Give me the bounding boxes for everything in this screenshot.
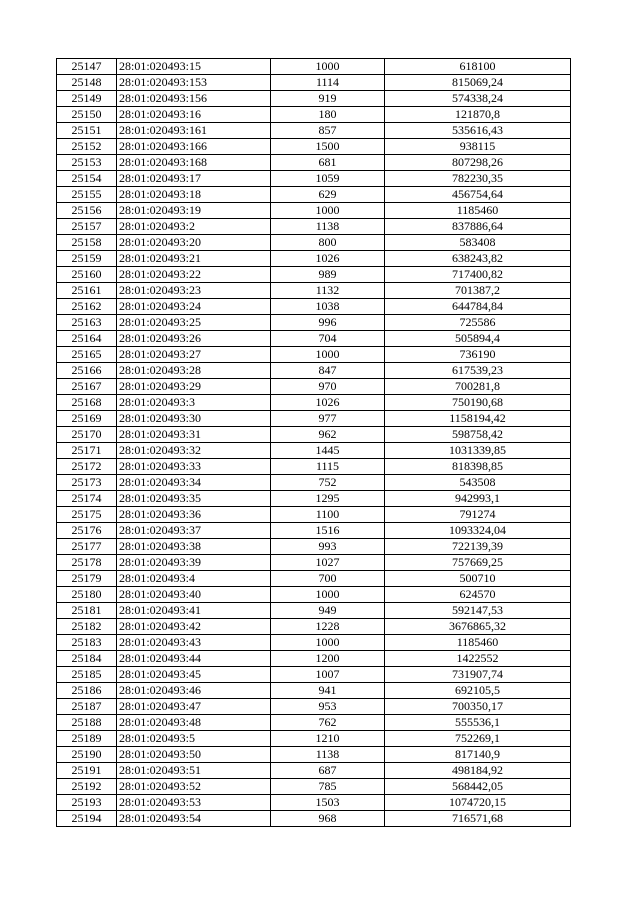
area-cell: 1000	[271, 347, 385, 363]
cadastral-number-cell: 28:01:020493:26	[117, 331, 271, 347]
cadastral-number-cell: 28:01:020493:21	[117, 251, 271, 267]
area-cell: 989	[271, 267, 385, 283]
row-number-cell: 25167	[57, 379, 117, 395]
table-row	[57, 507, 571, 523]
value-cell: 617539,23	[385, 363, 571, 379]
table-row	[57, 619, 571, 635]
row-number-cell: 25182	[57, 619, 117, 635]
value-cell: 701387,2	[385, 283, 571, 299]
cadastral-number-cell: 28:01:020493:18	[117, 187, 271, 203]
row-number-cell: 25163	[57, 315, 117, 331]
cadastral-number-cell: 28:01:020493:24	[117, 299, 271, 315]
row-number-cell: 25171	[57, 443, 117, 459]
row-number-cell: 25178	[57, 555, 117, 571]
area-cell: 1516	[271, 523, 385, 539]
row-number-cell: 25172	[57, 459, 117, 475]
table-row	[57, 299, 571, 315]
cadastral-table	[56, 58, 571, 827]
area-cell: 1000	[271, 587, 385, 603]
value-cell: 731907,74	[385, 667, 571, 683]
cadastral-number-cell: 28:01:020493:156	[117, 91, 271, 107]
cadastral-number-cell: 28:01:020493:41	[117, 603, 271, 619]
row-number-cell: 25148	[57, 75, 117, 91]
area-cell: 752	[271, 475, 385, 491]
row-number-cell: 25180	[57, 587, 117, 603]
row-number-cell: 25169	[57, 411, 117, 427]
area-cell: 962	[271, 427, 385, 443]
table-row	[57, 683, 571, 699]
row-number-cell: 25150	[57, 107, 117, 123]
table-row	[57, 443, 571, 459]
area-cell: 762	[271, 715, 385, 731]
value-cell: 807298,26	[385, 155, 571, 171]
cadastral-number-cell: 28:01:020493:45	[117, 667, 271, 683]
row-number-cell: 25166	[57, 363, 117, 379]
area-cell: 704	[271, 331, 385, 347]
cadastral-number-cell: 28:01:020493:23	[117, 283, 271, 299]
value-cell: 1031339,85	[385, 443, 571, 459]
row-number-cell: 25160	[57, 267, 117, 283]
value-cell: 583408	[385, 235, 571, 251]
row-number-cell: 25153	[57, 155, 117, 171]
table-row	[57, 603, 571, 619]
cadastral-number-cell: 28:01:020493:47	[117, 699, 271, 715]
table-row	[57, 267, 571, 283]
area-cell: 953	[271, 699, 385, 715]
value-cell: 121870,8	[385, 107, 571, 123]
area-cell: 1138	[271, 747, 385, 763]
cadastral-number-cell: 28:01:020493:5	[117, 731, 271, 747]
cadastral-number-cell: 28:01:020493:46	[117, 683, 271, 699]
area-cell: 1500	[271, 139, 385, 155]
row-number-cell: 25174	[57, 491, 117, 507]
table-row	[57, 315, 571, 331]
area-cell: 785	[271, 779, 385, 795]
cadastral-number-cell: 28:01:020493:38	[117, 539, 271, 555]
table-row	[57, 155, 571, 171]
row-number-cell: 25194	[57, 811, 117, 827]
value-cell: 700281,8	[385, 379, 571, 395]
row-number-cell: 25191	[57, 763, 117, 779]
cadastral-number-cell: 28:01:020493:31	[117, 427, 271, 443]
area-cell: 1000	[271, 203, 385, 219]
row-number-cell: 25159	[57, 251, 117, 267]
area-cell: 1059	[271, 171, 385, 187]
table-row	[57, 667, 571, 683]
cadastral-number-cell: 28:01:020493:42	[117, 619, 271, 635]
area-cell: 1132	[271, 283, 385, 299]
cadastral-number-cell: 28:01:020493:3	[117, 395, 271, 411]
table-row	[57, 747, 571, 763]
table-row	[57, 651, 571, 667]
row-number-cell: 25156	[57, 203, 117, 219]
cadastral-number-cell: 28:01:020493:153	[117, 75, 271, 91]
cadastral-number-cell: 28:01:020493:37	[117, 523, 271, 539]
cadastral-number-cell: 28:01:020493:51	[117, 763, 271, 779]
table-row	[57, 427, 571, 443]
value-cell: 815069,24	[385, 75, 571, 91]
value-cell: 555536,1	[385, 715, 571, 731]
value-cell: 598758,42	[385, 427, 571, 443]
value-cell: 1074720,15	[385, 795, 571, 811]
area-cell: 1228	[271, 619, 385, 635]
table-row	[57, 523, 571, 539]
value-cell: 638243,82	[385, 251, 571, 267]
row-number-cell: 25161	[57, 283, 117, 299]
value-cell: 757669,25	[385, 555, 571, 571]
row-number-cell: 25155	[57, 187, 117, 203]
cadastral-number-cell: 28:01:020493:43	[117, 635, 271, 651]
value-cell: 716571,68	[385, 811, 571, 827]
row-number-cell: 25181	[57, 603, 117, 619]
area-cell: 1026	[271, 395, 385, 411]
table-row	[57, 699, 571, 715]
row-number-cell: 25147	[57, 59, 117, 75]
row-number-cell: 25176	[57, 523, 117, 539]
cadastral-number-cell: 28:01:020493:40	[117, 587, 271, 603]
cadastral-number-cell: 28:01:020493:53	[117, 795, 271, 811]
value-cell: 644784,84	[385, 299, 571, 315]
area-cell: 1027	[271, 555, 385, 571]
row-number-cell: 25192	[57, 779, 117, 795]
area-cell: 968	[271, 811, 385, 827]
document-page	[56, 58, 570, 827]
area-cell: 1115	[271, 459, 385, 475]
table-row	[57, 779, 571, 795]
value-cell: 498184,92	[385, 763, 571, 779]
value-cell: 456754,64	[385, 187, 571, 203]
area-cell: 629	[271, 187, 385, 203]
table-row	[57, 203, 571, 219]
area-cell: 1200	[271, 651, 385, 667]
cadastral-number-cell: 28:01:020493:168	[117, 155, 271, 171]
table-row	[57, 475, 571, 491]
table-row	[57, 411, 571, 427]
table-row	[57, 283, 571, 299]
value-cell: 505894,4	[385, 331, 571, 347]
cadastral-number-cell: 28:01:020493:39	[117, 555, 271, 571]
area-cell: 970	[271, 379, 385, 395]
area-cell: 1210	[271, 731, 385, 747]
area-cell: 847	[271, 363, 385, 379]
cadastral-number-cell: 28:01:020493:25	[117, 315, 271, 331]
cadastral-number-cell: 28:01:020493:15	[117, 59, 271, 75]
row-number-cell: 25183	[57, 635, 117, 651]
cadastral-number-cell: 28:01:020493:34	[117, 475, 271, 491]
value-cell: 618100	[385, 59, 571, 75]
value-cell: 750190,68	[385, 395, 571, 411]
row-number-cell: 25184	[57, 651, 117, 667]
value-cell: 574338,24	[385, 91, 571, 107]
value-cell: 942993,1	[385, 491, 571, 507]
area-cell: 1026	[271, 251, 385, 267]
area-cell: 996	[271, 315, 385, 331]
area-cell: 1445	[271, 443, 385, 459]
row-number-cell: 25175	[57, 507, 117, 523]
row-number-cell: 25151	[57, 123, 117, 139]
row-number-cell: 25165	[57, 347, 117, 363]
value-cell: 592147,53	[385, 603, 571, 619]
value-cell: 818398,85	[385, 459, 571, 475]
area-cell: 919	[271, 91, 385, 107]
table-row	[57, 379, 571, 395]
value-cell: 752269,1	[385, 731, 571, 747]
cadastral-number-cell: 28:01:020493:33	[117, 459, 271, 475]
table-row	[57, 395, 571, 411]
table-row	[57, 363, 571, 379]
value-cell: 782230,35	[385, 171, 571, 187]
area-cell: 1000	[271, 59, 385, 75]
value-cell: 624570	[385, 587, 571, 603]
row-number-cell: 25189	[57, 731, 117, 747]
table-row	[57, 571, 571, 587]
table-row	[57, 251, 571, 267]
table-row	[57, 235, 571, 251]
table-row	[57, 715, 571, 731]
cadastral-number-cell: 28:01:020493:54	[117, 811, 271, 827]
area-cell: 681	[271, 155, 385, 171]
table-row	[57, 59, 571, 75]
cadastral-number-cell: 28:01:020493:36	[117, 507, 271, 523]
value-cell: 938115	[385, 139, 571, 155]
value-cell: 837886,64	[385, 219, 571, 235]
row-number-cell: 25152	[57, 139, 117, 155]
value-cell: 717400,82	[385, 267, 571, 283]
row-number-cell: 25177	[57, 539, 117, 555]
area-cell: 1503	[271, 795, 385, 811]
row-number-cell: 25158	[57, 235, 117, 251]
row-number-cell: 25157	[57, 219, 117, 235]
row-number-cell: 25162	[57, 299, 117, 315]
table-row	[57, 187, 571, 203]
value-cell: 535616,43	[385, 123, 571, 139]
value-cell: 1093324,04	[385, 523, 571, 539]
cadastral-number-cell: 28:01:020493:30	[117, 411, 271, 427]
row-number-cell: 25187	[57, 699, 117, 715]
table-row	[57, 331, 571, 347]
table-row	[57, 347, 571, 363]
table-row	[57, 123, 571, 139]
area-cell: 993	[271, 539, 385, 555]
area-cell: 977	[271, 411, 385, 427]
row-number-cell: 25164	[57, 331, 117, 347]
table-row	[57, 75, 571, 91]
table-row	[57, 171, 571, 187]
area-cell: 1000	[271, 635, 385, 651]
cadastral-number-cell: 28:01:020493:52	[117, 779, 271, 795]
value-cell: 692105,5	[385, 683, 571, 699]
table-row	[57, 763, 571, 779]
area-cell: 687	[271, 763, 385, 779]
cadastral-number-cell: 28:01:020493:16	[117, 107, 271, 123]
table-row	[57, 587, 571, 603]
table-row	[57, 635, 571, 651]
area-cell: 1295	[271, 491, 385, 507]
row-number-cell: 25154	[57, 171, 117, 187]
table-row	[57, 139, 571, 155]
area-cell: 700	[271, 571, 385, 587]
table-row	[57, 107, 571, 123]
row-number-cell: 25168	[57, 395, 117, 411]
cadastral-number-cell: 28:01:020493:17	[117, 171, 271, 187]
row-number-cell: 25173	[57, 475, 117, 491]
row-number-cell: 25193	[57, 795, 117, 811]
cadastral-number-cell: 28:01:020493:44	[117, 651, 271, 667]
cadastral-number-cell: 28:01:020493:35	[117, 491, 271, 507]
table-row	[57, 91, 571, 107]
table-row	[57, 219, 571, 235]
value-cell: 500710	[385, 571, 571, 587]
value-cell: 736190	[385, 347, 571, 363]
area-cell: 949	[271, 603, 385, 619]
table-row	[57, 731, 571, 747]
row-number-cell: 25185	[57, 667, 117, 683]
row-number-cell: 25179	[57, 571, 117, 587]
cadastral-number-cell: 28:01:020493:4	[117, 571, 271, 587]
cadastral-number-cell: 28:01:020493:166	[117, 139, 271, 155]
value-cell: 791274	[385, 507, 571, 523]
value-cell: 817140,9	[385, 747, 571, 763]
area-cell: 1100	[271, 507, 385, 523]
area-cell: 1114	[271, 75, 385, 91]
cadastral-number-cell: 28:01:020493:161	[117, 123, 271, 139]
value-cell: 700350,17	[385, 699, 571, 715]
cadastral-number-cell: 28:01:020493:20	[117, 235, 271, 251]
cadastral-number-cell: 28:01:020493:28	[117, 363, 271, 379]
cadastral-number-cell: 28:01:020493:22	[117, 267, 271, 283]
cadastral-number-cell: 28:01:020493:27	[117, 347, 271, 363]
row-number-cell: 25170	[57, 427, 117, 443]
area-cell: 1038	[271, 299, 385, 315]
table-row	[57, 555, 571, 571]
table-row	[57, 491, 571, 507]
cadastral-number-cell: 28:01:020493:32	[117, 443, 271, 459]
row-number-cell: 25149	[57, 91, 117, 107]
cadastral-number-cell: 28:01:020493:29	[117, 379, 271, 395]
value-cell: 543508	[385, 475, 571, 491]
value-cell: 1185460	[385, 635, 571, 651]
table-row	[57, 539, 571, 555]
value-cell: 568442,05	[385, 779, 571, 795]
area-cell: 941	[271, 683, 385, 699]
area-cell: 1007	[271, 667, 385, 683]
area-cell: 857	[271, 123, 385, 139]
value-cell: 725586	[385, 315, 571, 331]
row-number-cell: 25188	[57, 715, 117, 731]
row-number-cell: 25190	[57, 747, 117, 763]
cadastral-number-cell: 28:01:020493:50	[117, 747, 271, 763]
cadastral-number-cell: 28:01:020493:48	[117, 715, 271, 731]
table-row	[57, 459, 571, 475]
value-cell: 3676865,32	[385, 619, 571, 635]
cadastral-number-cell: 28:01:020493:2	[117, 219, 271, 235]
area-cell: 1138	[271, 219, 385, 235]
table-body	[57, 59, 571, 827]
area-cell: 180	[271, 107, 385, 123]
value-cell: 1422552	[385, 651, 571, 667]
row-number-cell: 25186	[57, 683, 117, 699]
value-cell: 1158194,42	[385, 411, 571, 427]
table-row	[57, 811, 571, 827]
value-cell: 722139,39	[385, 539, 571, 555]
value-cell: 1185460	[385, 203, 571, 219]
table-row	[57, 795, 571, 811]
cadastral-number-cell: 28:01:020493:19	[117, 203, 271, 219]
area-cell: 800	[271, 235, 385, 251]
